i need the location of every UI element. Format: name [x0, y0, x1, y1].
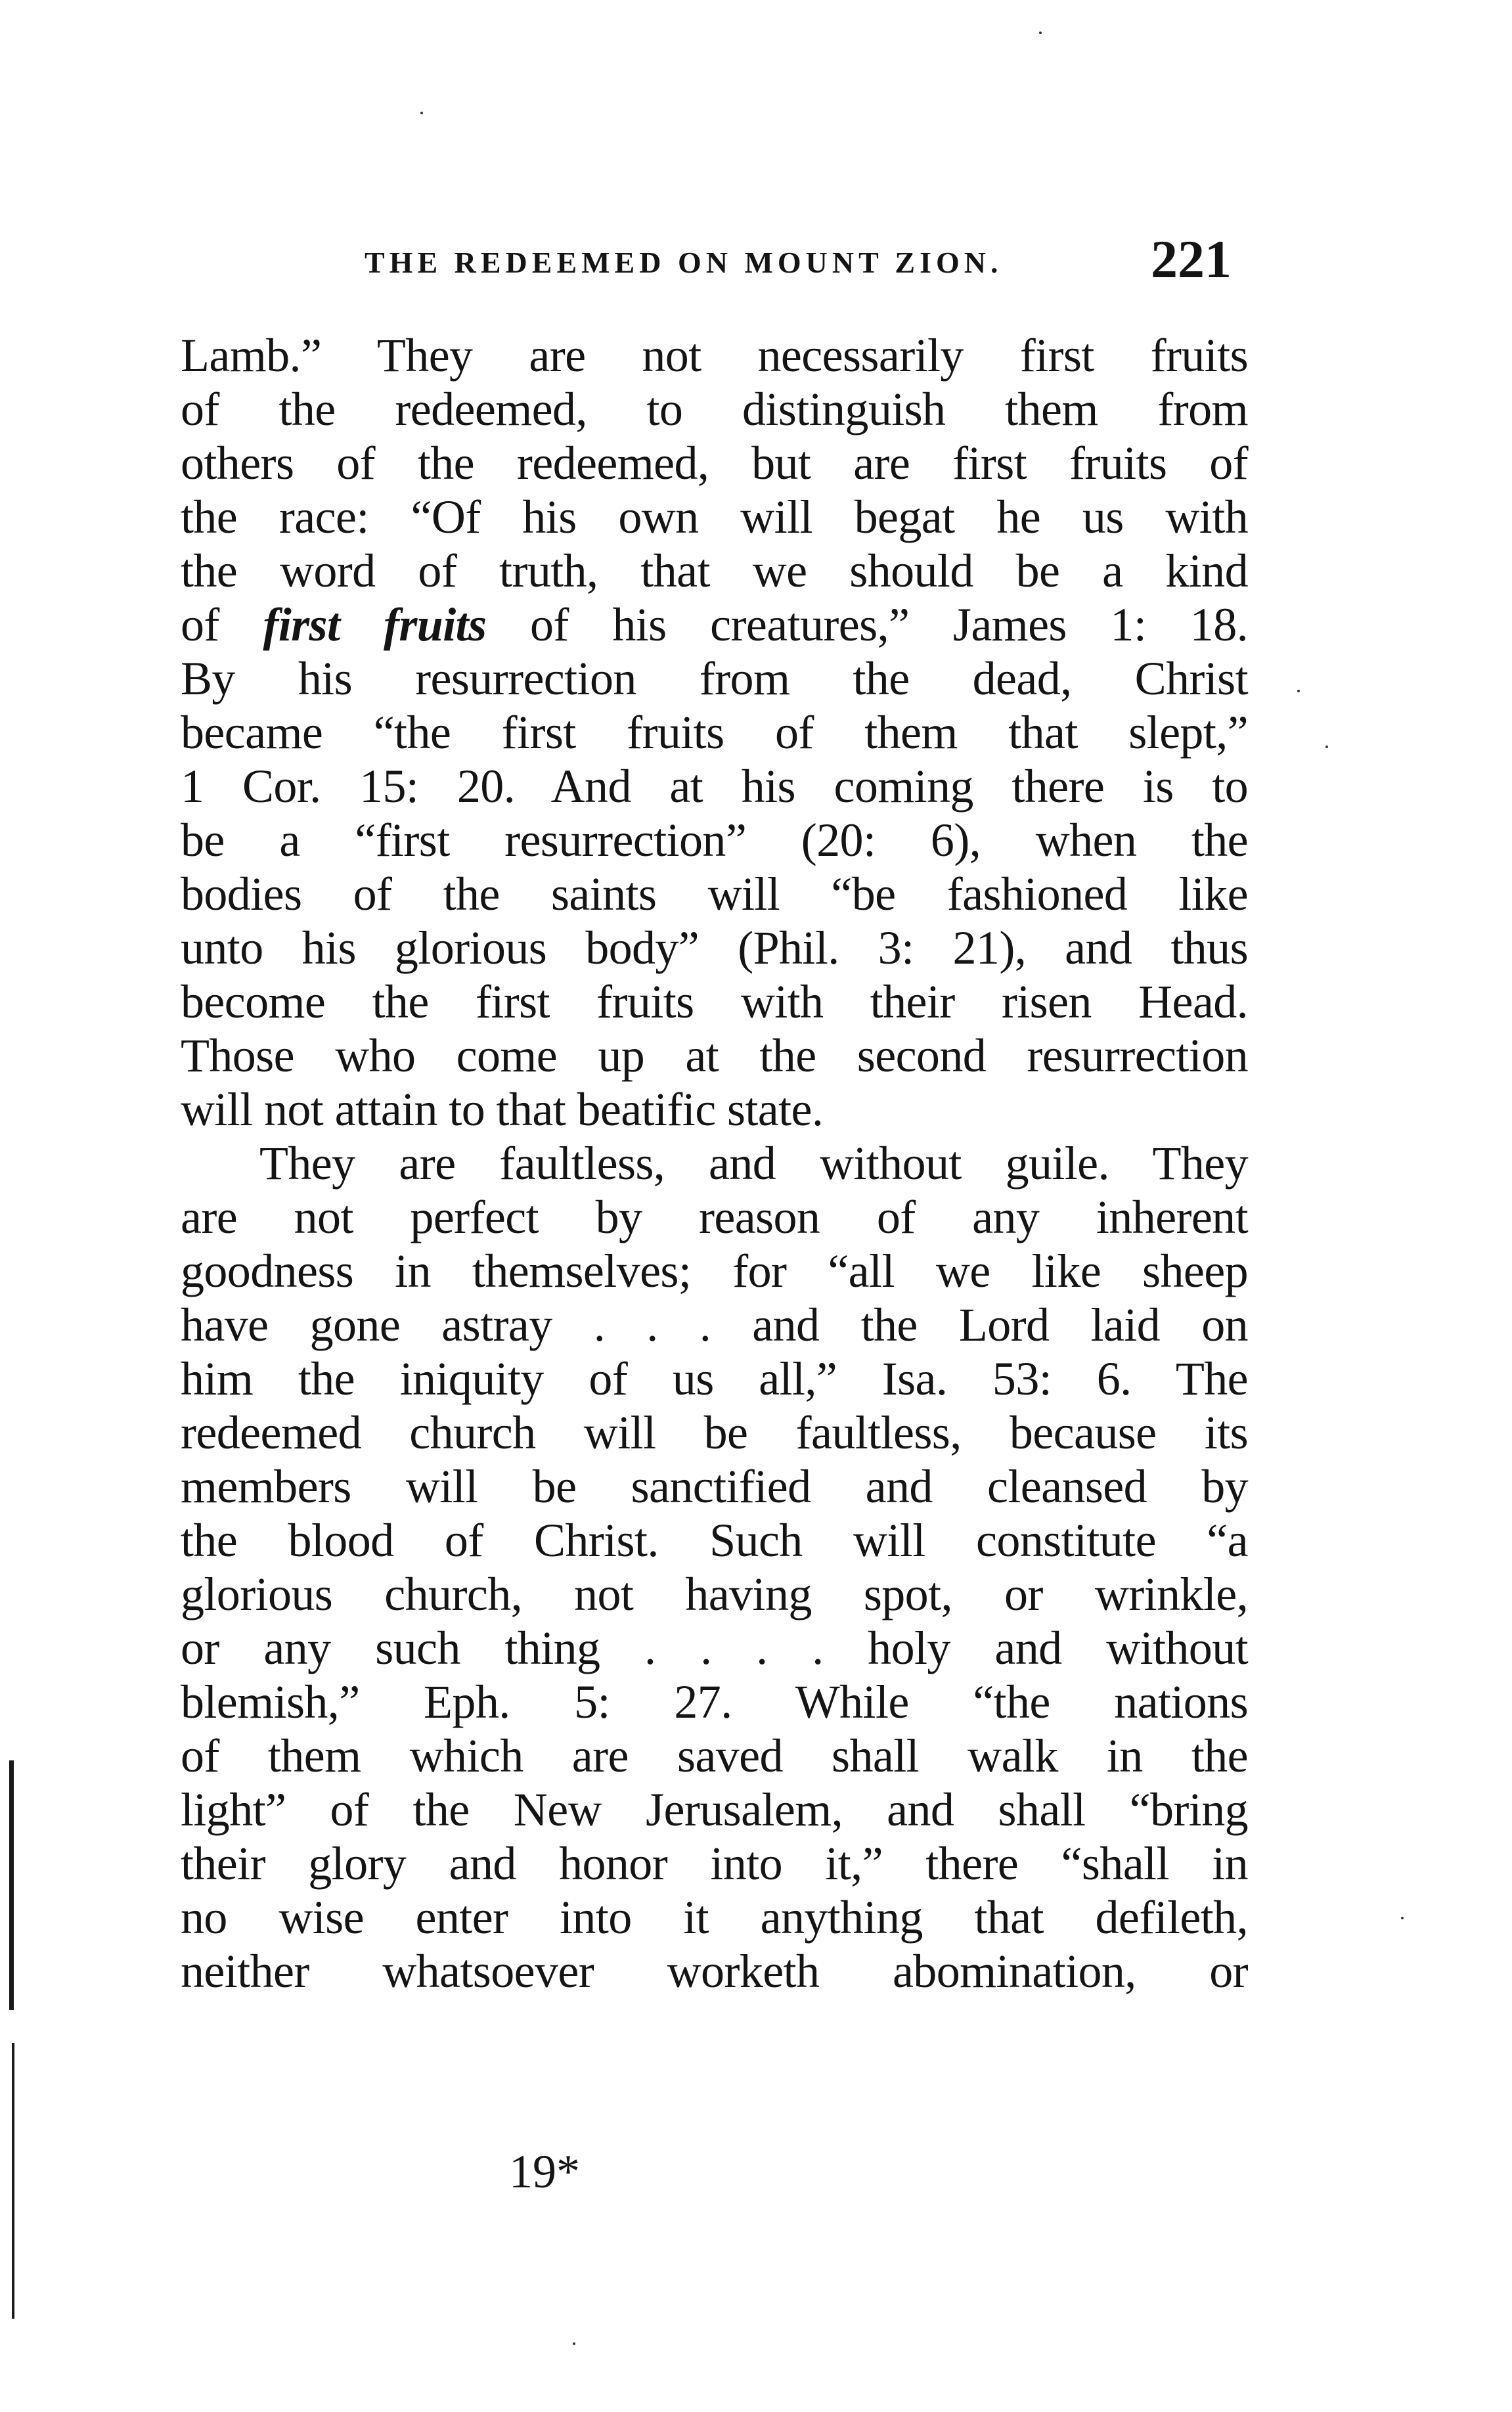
italic-phrase: first fruits [263, 598, 487, 651]
signature-mark: 19* [509, 2145, 580, 2198]
scan-speck [420, 112, 423, 114]
text-line: members will be sanctified and cleansed by [181, 1460, 1248, 1513]
scan-speck [1039, 32, 1042, 34]
text-line: will not attain to that beatific state. [181, 1083, 824, 1136]
scan-edge-mark [9, 1760, 14, 2010]
scan-speck [573, 2342, 575, 2345]
text-line: light” of the New Jerusalem, and shall “bring [181, 1783, 1248, 1836]
text-line: the word of truth, that we should be a kind [181, 545, 1248, 597]
text-line: bodies of the saints will “be fashioned like [181, 868, 1248, 920]
text-line: him the iniquity of us all,” Isa. 53: 6. The [181, 1352, 1248, 1405]
text-line: of the redeemed, to distinguish them from [181, 383, 1248, 436]
running-title: THE REDEEMED ON MOUNT ZION. [365, 246, 1003, 279]
text-line: of them which are saved shall walk in the [181, 1730, 1248, 1782]
scan-edge-mark [12, 2043, 14, 2319]
text-line: become the first fruits with their risen Head. [181, 975, 1248, 1028]
text-line: Those who come up at the second resurrection [181, 1029, 1248, 1082]
text-line: have gone astray . . . and the Lord laid on [181, 1299, 1248, 1351]
scan-speck [1401, 1917, 1404, 1919]
page-number: 221 [1151, 229, 1232, 289]
text-line: goodness in themselves; for “all we like sheep [181, 1245, 1248, 1297]
text-line: 1 Cor. 15: 20. And at his coming there is to [181, 760, 1248, 813]
text-line: or any such thing . . . . holy and without [181, 1622, 1248, 1674]
text-line: the blood of Christ. Such will constitute “a [181, 1514, 1248, 1567]
text-line: unto his glorious body” (Phil. 3: 21), and thus [181, 922, 1248, 974]
text-line: their glory and honor into it,” there “shall in [181, 1837, 1248, 1890]
text-line: redeemed church will be faultless, because its [181, 1406, 1248, 1459]
scan-speck [1325, 746, 1328, 748]
scan-speck [1297, 690, 1300, 692]
text-fragment: of [181, 598, 263, 651]
text-line: no wise enter into it anything that defileth, [181, 1891, 1248, 1944]
text-line: blemish,” Eph. 5: 27. While “the nations [181, 1676, 1248, 1728]
paragraph-first-line: They are faultless, and without guile. They [259, 1137, 1248, 1190]
text-line: others of the redeemed, but are first fruits of [181, 437, 1248, 489]
text-line: are not perfect by reason of any inherent [181, 1191, 1248, 1243]
text-line-with-italic [181, 598, 1248, 652]
text-line: glorious church, not having spot, or wrinkle, [181, 1568, 1248, 1620]
text-line: became “the first fruits of them that slept,” [181, 706, 1248, 759]
text-line: By his resurrection from the dead, Christ [181, 652, 1248, 705]
text-line: be a “first resurrection” (20: 6), when the [181, 814, 1248, 866]
text-line: the race: “Of his own will begat he us with [181, 491, 1248, 543]
text-line: neither whatsoever worketh abomination, or [181, 1945, 1248, 1998]
text-fragment: of his creatures,” James 1: 18. [486, 598, 1249, 651]
text-line: Lamb.” They are not necessarily first fruits [181, 329, 1248, 382]
